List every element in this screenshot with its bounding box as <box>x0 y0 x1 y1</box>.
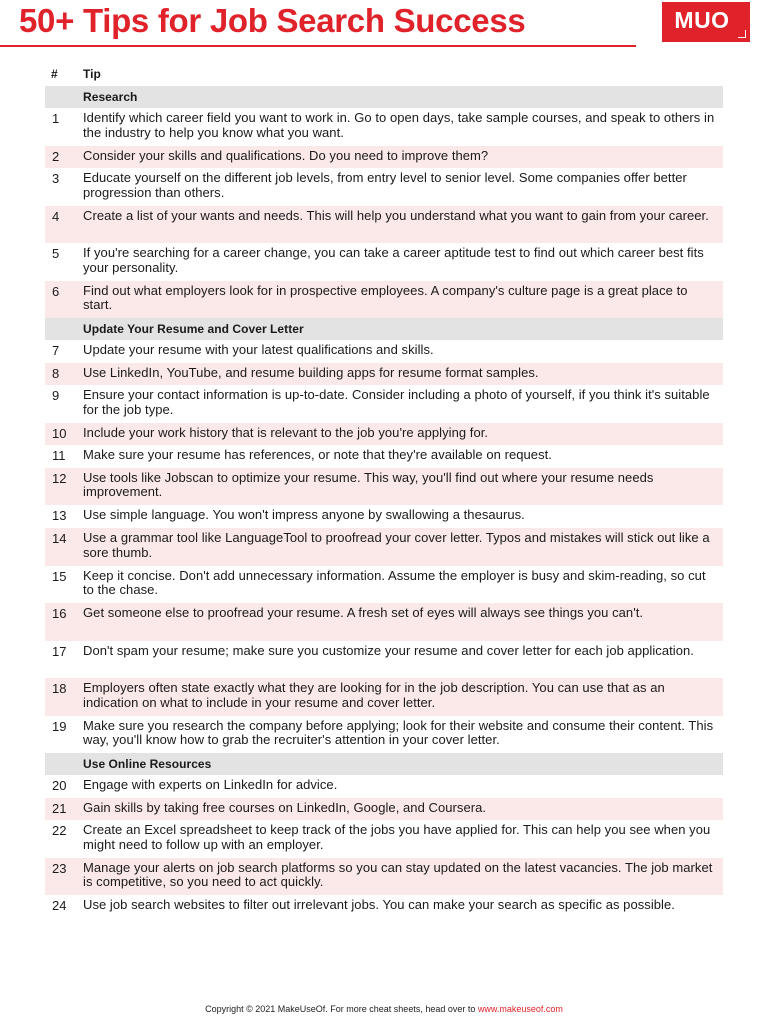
tip-number: 2 <box>52 148 60 164</box>
table-body <box>45 86 723 933</box>
table-row <box>45 108 723 146</box>
title-rule <box>0 45 636 47</box>
tip-number: 20 <box>52 778 67 794</box>
tip-text: Manage your alerts on job search platforms so you can stay updated on the latest vacancies. The job market is competitive, so you need to act quickly. <box>83 859 713 890</box>
tip-number: 21 <box>52 800 67 816</box>
tip-text: Use job search websites to filter out irrelevant jobs. You can make your search as specific as possible. <box>83 897 675 913</box>
page-title: 50+ Tips for Job Search Success <box>19 2 526 39</box>
table-row <box>45 468 723 506</box>
tip-number: 24 <box>52 898 67 914</box>
table-row <box>45 146 723 169</box>
tip-text: Engage with experts on LinkedIn for advice. <box>83 777 338 793</box>
table-row <box>45 505 723 528</box>
tip-text: Keep it concise. Don't add unnecessary information. Assume the employer is busy and skim-reading, so cut to the chase. <box>83 567 706 598</box>
tip-text: Make sure your resume has references, or note that they're available on request. <box>83 447 552 463</box>
tip-text: Consider your skills and qualifications. Do you need to improve them? <box>83 147 489 163</box>
tip-number: 1 <box>52 111 60 126</box>
tip-text: Create a list of your wants and needs. This will help you understand what you want to gain from your career. <box>83 207 709 223</box>
tip-number: 14 <box>52 531 67 547</box>
table-row <box>45 340 723 363</box>
table-row <box>45 528 723 566</box>
tip-text: Use simple language. You won't impress anyone by swallowing a thesaurus. <box>83 507 525 523</box>
tip-text: Make sure you research the company before applying; look for their website and consume their content. This way, you'll know how to grab the recruiter's attention in your cover letter. <box>83 717 714 748</box>
tip-number: 13 <box>52 508 67 524</box>
table-row <box>45 168 723 206</box>
table-row <box>45 566 723 604</box>
tips-table <box>45 64 723 933</box>
tip-text: Create an Excel spreadsheet to keep track of the jobs you have applied for. This can help you see when you might need to follow up with an employer. <box>83 822 711 852</box>
tip-text: Include your work history that is relevant to the job you're applying for. <box>83 424 489 440</box>
section-title: Use Online Resources <box>83 757 212 772</box>
tip-text: Use a grammar tool like LanguageTool to proofread your cover letter. Typos and mistakes will stick out like a sore thumb. <box>83 530 710 560</box>
table-row <box>45 641 723 679</box>
table-row <box>45 895 723 933</box>
tip-text: Use LinkedIn, YouTube, and resume building apps for resume format samples. <box>83 364 539 380</box>
tip-number: 22 <box>52 823 67 839</box>
table-row <box>45 820 723 858</box>
tip-number: 11 <box>52 448 66 464</box>
tip-number: 6 <box>52 283 60 299</box>
table-row <box>45 281 723 319</box>
tip-text: Get someone else to proofread your resume. A fresh set of eyes will always see things you can't. <box>83 605 644 621</box>
tip-number: 16 <box>52 606 67 622</box>
table-row <box>45 678 723 716</box>
tip-text: Don't spam your resume; make sure you customize your resume and cover letter for each job application. <box>83 642 694 658</box>
section-header-row <box>45 753 723 775</box>
section-header-row <box>45 86 723 108</box>
table-row <box>45 603 723 641</box>
tip-number: 15 <box>52 568 67 584</box>
footer <box>0 1004 768 1014</box>
table-row <box>45 716 723 754</box>
logo-text: MUO <box>674 7 730 33</box>
tip-text: Find out what employers look for in prospective employees. A company's culture page is a great place to start. <box>83 282 688 313</box>
tip-text: Use tools like Jobscan to optimize your resume. This way, you'll find out where your resume needs improvement. <box>83 469 654 500</box>
table-row <box>45 243 723 281</box>
tip-number: 3 <box>52 171 60 187</box>
footer-text: Copyright © 2021 MakeUseOf. For more cheat sheets, head over to <box>205 1004 478 1014</box>
table-row <box>45 206 723 244</box>
section-title: Research <box>83 90 138 104</box>
corner-arrow-icon <box>738 30 746 38</box>
tip-text: Ensure your contact information is up-to-date. Consider including a photo of yourself, if you think it's suitable for the job type. <box>83 387 710 417</box>
tip-text: Update your resume with your latest qualifications and skills. <box>83 342 434 358</box>
tip-number: 23 <box>52 860 67 876</box>
tip-number: 10 <box>52 425 67 441</box>
column-header-number: # <box>51 67 58 81</box>
tip-number: 9 <box>52 388 60 404</box>
tip-number: 12 <box>52 470 67 486</box>
muo-logo[interactable] <box>662 2 750 42</box>
tip-text: Employers often state exactly what they are looking for in the job description. You can use that as an indication on what to include in your resume and cover letter. <box>83 680 665 710</box>
column-header-tip: Tip <box>83 67 101 81</box>
tip-number: 18 <box>52 681 67 697</box>
table-row <box>45 363 723 386</box>
tip-number: 19 <box>52 718 67 734</box>
table-row <box>45 775 723 798</box>
tip-number: 17 <box>52 643 67 659</box>
tip-number: 7 <box>52 343 60 359</box>
tip-number: 4 <box>52 208 60 224</box>
tip-text: Gain skills by taking free courses on LinkedIn, Google, and Coursera. <box>83 799 487 815</box>
table-row <box>45 423 723 446</box>
tip-number: 8 <box>52 365 60 381</box>
table-row <box>45 858 723 896</box>
section-header-row <box>45 318 723 340</box>
tip-text: Educate yourself on the different job levels, from entry level to senior level. Some companies offer better progression than others. <box>83 170 687 200</box>
table-header <box>45 64 723 86</box>
section-title: Update Your Resume and Cover Letter <box>83 322 304 337</box>
table-row <box>45 798 723 821</box>
footer-link[interactable]: www.makeuseof.com <box>477 1004 563 1014</box>
tip-text: If you're searching for a career change, you can take a career aptitude test to find out which career best fits your personality. <box>83 245 704 275</box>
table-row <box>45 445 723 468</box>
header <box>0 0 768 48</box>
tip-text: Identify which career field you want to work in. Go to open days, take sample courses, and speak to others in the industry to help you know what you want. <box>83 110 715 140</box>
tip-number: 5 <box>52 246 60 262</box>
table-row <box>45 385 723 423</box>
